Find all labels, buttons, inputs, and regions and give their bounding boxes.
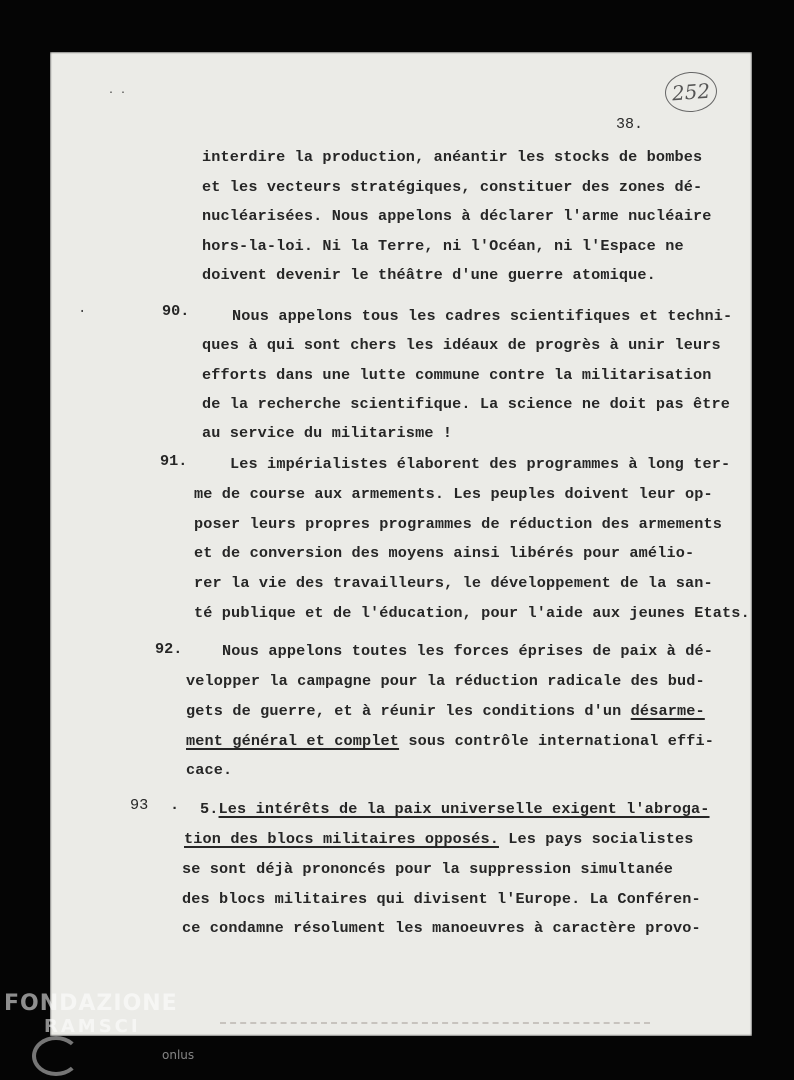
text-line: interdire la production, anéantir les stocks de bombes [202,148,703,166]
text-line [184,830,694,848]
paragraph-marker: . [170,796,180,814]
watermark-line1: FONDAZIONE [4,991,178,1016]
text-line: cace. [186,761,233,779]
watermark-logo-icon [32,1036,80,1076]
text-line: au service du militarisme ! [202,424,453,442]
text-line [186,702,705,720]
watermark-suffix: onlus [162,1048,195,1062]
text-line: de la recherche scientifique. La science ne doit pas être [202,395,731,413]
paragraph-number: 90. [162,302,190,320]
underlined-segment: Les intérêts de la paix universelle exigent l'abroga- [218,800,710,818]
text-line: Les impérialistes élaborent des programmes à long ter- [230,455,731,473]
section-number: 5. [200,800,219,818]
text-line: efforts dans une lutte commune contre la militarisation [202,366,712,384]
margin-dot: · [78,304,87,320]
text-line: hors-la-loi. Ni la Terre, ni l'Océan, ni l'Espace ne [202,237,684,255]
text-line: poser leurs propres programmes de réduction des armements [194,515,723,533]
text-line: me de course aux armements. Les peuples doivent leur op- [194,485,713,503]
underlined-segment: tion des blocs militaires opposés. [184,830,499,848]
text-line: ce condamne résolument les manoeuvres à caractère provo- [182,919,701,937]
text-line: des blocs militaires qui divisent l'Europe. La Conféren- [182,890,701,908]
text-segment: gets de guerre, et à réunir les conditions d'un [186,702,631,720]
text-line: velopper la campagne pour la réduction radicale des bud- [186,672,705,690]
paragraph-number-handwritten: 93 [130,796,149,814]
text-line: et les vecteurs stratégiques, constituer des zones dé- [202,178,703,196]
text-line [186,732,714,750]
paragraph-number: 92. [155,640,183,658]
archive-number: 252 [671,78,711,106]
text-line: doivent devenir le théâtre d'une guerre atomique. [202,266,656,284]
text-segment: sous contrôle international effi- [399,732,715,750]
foundation-watermark [4,992,178,1038]
underlined-segment: désarme- [630,702,705,720]
paragraph-number: 91. [160,452,188,470]
text-line: Nous appelons toutes les forces éprises de paix à dé- [222,642,713,660]
text-line: ques à qui sont chers les idéaux de progrès à unir leurs [202,336,721,354]
watermark-line2: RAMSCI [44,1016,141,1037]
page-number: 38. [616,116,644,133]
text-line: nucléarisées. Nous appelons à déclarer l'arme nucléaire [202,207,712,225]
text-segment: Les pays socialistes [498,830,694,848]
bottom-stamp-mark [220,1022,650,1032]
text-line: Nous appelons tous les cadres scientifiques et techni- [232,307,733,325]
text-line: et de conversion des moyens ainsi libérés pour amélio- [194,544,695,562]
text-line [200,800,710,818]
edge-marks: ·· [108,88,133,99]
text-line: se sont déjà prononcés pour la suppression simultanée [182,860,673,878]
text-line: té publique et de l'éducation, pour l'aide aux jeunes Etats. [194,604,750,622]
text-line: rer la vie des travailleurs, le développement de la san- [194,574,713,592]
underlined-segment: ment général et complet [186,732,400,750]
